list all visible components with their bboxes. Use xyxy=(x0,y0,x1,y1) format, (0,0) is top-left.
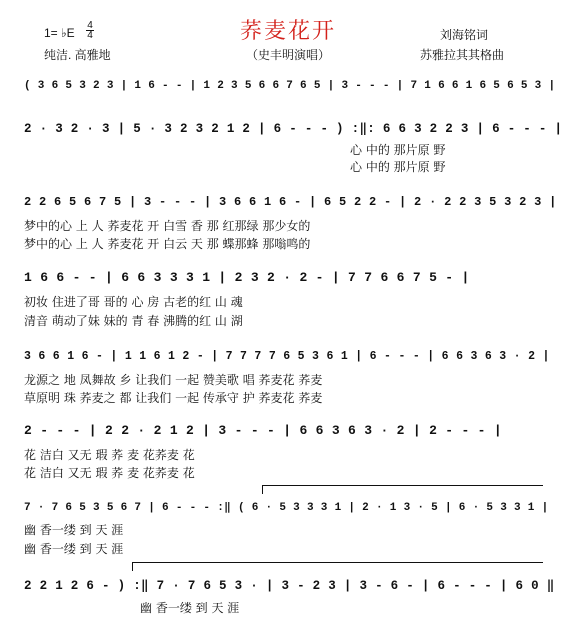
key-signature: 1= ♭E xyxy=(44,26,75,40)
score-line-5-notes: 3 6 6 1 6 - | 1 1 6 1 2 - | 7 7 7 7 6 5 3 6 1 | 6 - - - | 6 6 3 6 3 · 2 | xyxy=(24,350,550,363)
score-line-3-lyric-2: 梦中的心 上 人 荞麦花 开 白云 天 那 蝶那蜂 那嗡鸣的 xyxy=(24,237,311,251)
score-line-7-lyric-2: 幽 香一缕 到 天 涯 xyxy=(24,542,124,556)
volta-bracket-2 xyxy=(132,562,543,571)
score-line-4-lyric-1: 初妆 住进了哥 哥的 心 房 古老的红 山 魂 xyxy=(24,295,243,309)
meter-top: 4 xyxy=(87,20,93,31)
score-line-5-lyric-2: 草原明 珠 荞麦之 都 让我们 一起 传承守 护 荞麦花 荞麦 xyxy=(24,391,323,405)
score-line-6-lyric-2: 花 洁白 又无 瑕 荞 麦 花荞麦 花 xyxy=(24,466,195,480)
score-line-2-lyric-2: 心 中的 那片原 野 xyxy=(350,160,446,174)
score-line-8-lyric-1: 幽 香一缕 到 天 涯 xyxy=(140,601,240,615)
score-line-2-lyric-1: 心 中的 那片原 野 xyxy=(350,143,446,157)
score-line-5-lyric-1: 龙源之 地 凤舞故 乡 让我们 一起 赞美歌 唱 荞麦花 荞麦 xyxy=(24,373,323,387)
song-title: 荞麦花开 xyxy=(239,19,336,44)
score-line-3-lyric-1: 梦中的心 上 人 荞麦花 开 白雪 香 那 红那绿 那少女的 xyxy=(24,219,311,233)
volta-bracket-1 xyxy=(262,485,543,494)
score-line-1-notes: ( 3 6 5 3 2 3 | 1 6 - - | 1 2 3 5 6 6 7 6 5 | 3 - - - | 7 1 6 6 1 6 5 6 5 3 | xyxy=(24,80,556,92)
composer-credit: 苏雅拉其其格曲 xyxy=(420,48,505,62)
lyricist-credit: 刘海铭词 xyxy=(440,28,489,42)
singer-credit: （史丰明演唱） xyxy=(245,48,330,62)
score-line-8-notes: 2 2 1 2 6 - ) :‖ 7 · 7 6 5 3 · | 3 - 2 3 | 3 - 6 - | 6 - - - | 6 0 ‖ xyxy=(24,579,555,593)
score-line-2-notes: 2 · 3 2 · 3 | 5 · 3 2 3 2 1 2 | 6 - - - ) :‖: 6 6 3 2 2 3 | 6 - - - | xyxy=(24,122,563,136)
meter-bottom: 4 xyxy=(87,30,93,41)
score-line-4-lyric-2: 清音 萌动了妹 妹的 青 春 沸腾的红 山 湖 xyxy=(24,314,243,328)
score-line-6-lyric-1: 花 洁白 又无 瑕 荞 麦 花荞麦 花 xyxy=(24,448,195,462)
score-line-6-notes: 2 - - - | 2 2 · 2 1 2 | 3 - - - | 6 6 3 6 3 · 2 | 2 - - - | xyxy=(24,423,502,438)
score-line-3-notes: 2 2 6 5 6 7 5 | 3 - - - | 3 6 6 1 6 - | 6 5 2 2 - | 2 · 2 2 3 5 3 2 3 | xyxy=(24,195,557,209)
score-line-4-notes: 1 6 6 - - | 6 6 3 3 3 1 | 2 3 2 · 2 - | 7 7 6 6 7 5 - | xyxy=(24,270,470,285)
time-signature xyxy=(86,21,94,40)
score-line-7-lyric-1: 幽 香一缕 到 天 涯 xyxy=(24,523,124,537)
performance-style: 纯洁. 高雅地 xyxy=(44,48,111,62)
score-line-7-notes: 7 · 7 6 5 3 5 6 7 | 6 - - - :‖ ( 6 · 5 3 3 3 1 | 2 · 1 3 · 5 | 6 · 5 3 3 1 | xyxy=(24,502,549,514)
